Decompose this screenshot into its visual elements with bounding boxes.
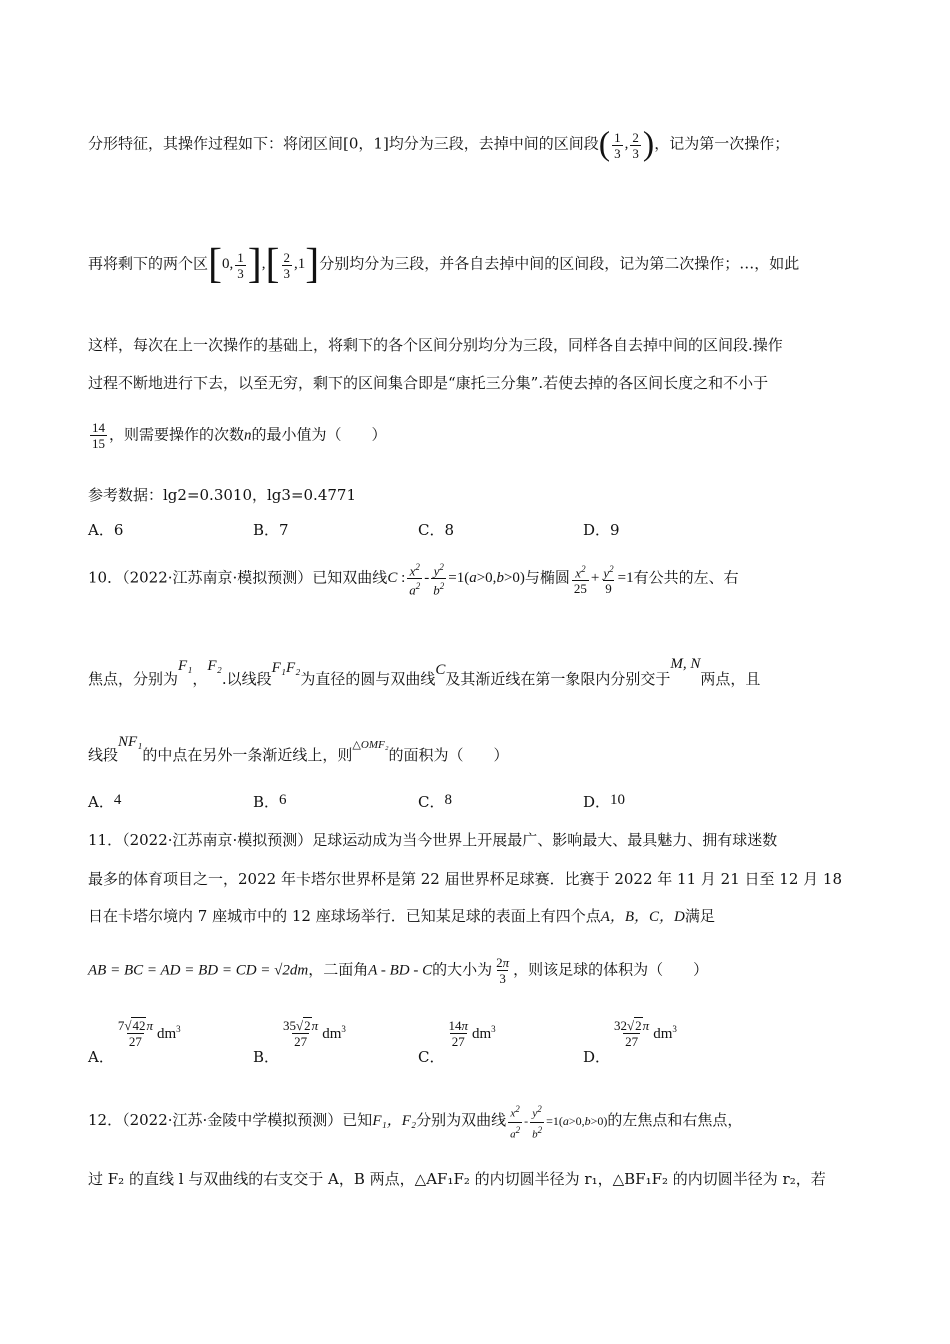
q11-option-b-label: B． (253, 1047, 280, 1066)
q11-option-a[interactable]: A． $\frac{7√42\pi}{27}$ $dm^3$ (88, 1018, 181, 1066)
q9-option-d[interactable]: D．9 (583, 521, 620, 539)
q10-label: 10．（2022·江苏南京·模拟预测）已知双曲线 (88, 568, 388, 587)
q10-option-d-label: D． (583, 793, 611, 811)
q9-ref-data: 参考数据：lg2=0.3010，lg3=0.4771 (88, 486, 356, 504)
q10-C: C (435, 662, 446, 678)
q9-intervals-2: [0, $\frac{1}{3}$ ],[ $\frac{2}{3}$ ,1] (208, 242, 320, 288)
q10-line-1 (88, 560, 739, 598)
q11-option-c-value: $\frac{14\pi}{27}$ (448, 1018, 468, 1049)
q11-option-b-value: $\frac{35√2\pi}{27}$ (283, 1018, 319, 1049)
q9-text-2: 再将剩下的两个区 (88, 254, 209, 273)
q9-option-b[interactable]: B．7 (253, 521, 289, 539)
q10-text-3c: 的面积为（ ） (388, 746, 509, 764)
q12-line-1 (88, 1102, 742, 1142)
q11-line-4 (88, 955, 708, 986)
q11-dihedral: A - BD - C (368, 962, 433, 979)
q10-option-a-value: 4 (113, 792, 122, 808)
q10-NF1: NF₁ (118, 734, 143, 750)
q10-end: 有公共的左、右 (633, 568, 739, 587)
q12-text-1-end: 的左焦点和右焦点， (607, 1110, 743, 1129)
q11-points: A，B，C，D (600, 909, 685, 925)
q10-text-2b: .以线段 (221, 670, 272, 688)
q9-text-5-end: 的最小值为（ ） (251, 425, 387, 444)
q10-option-c[interactable] (418, 791, 452, 812)
q10-triangle: △OMF₂ (352, 739, 389, 751)
q10-option-d[interactable] (583, 791, 625, 812)
q12-line-2: 过 F₂ 的直线 l 与双曲线的右支交于 A，B 两点，△AF₁F₂ 的内切圆半径为 r₁，△BF₁F₂ 的内切圆半径为 r₂，若 (88, 1170, 826, 1188)
q10-text-2d: 及其渐近线在第一象限内分别交于 (445, 670, 671, 688)
q9-text-2-end: 分别均分为三段，并各自去掉中间的区间段，记为第二次操作；…，如此 (319, 254, 800, 273)
q10-F1: F₁ (178, 658, 193, 674)
q12-foci: F₁，F₂ (372, 1112, 417, 1129)
q10-option-d-value: 10 (610, 792, 626, 808)
q11-option-d-label: D． (583, 1047, 611, 1066)
q10-option-b-label: B． (253, 793, 280, 811)
q9-text-1: 分形特征，其操作过程如下：将闭区间[0，1]均分为三段，去掉中间的区间段 (88, 134, 599, 153)
q11-text-3-end: 满足 (684, 907, 715, 925)
q10-F2: F₂ (207, 658, 222, 674)
q11-text-3: 日在卡塔尔境内 7 座城市中的 12 座球场举行．已知某足球的表面上有四个点 (88, 907, 601, 925)
q10-hyperbola: C : $\frac{x^2}{a^2}$ - $\frac{y^2}{b^2}$ =1(a>0,b>0) (387, 562, 525, 598)
q11-eq-mid2: 的大小为 (432, 960, 493, 979)
q9-text-1-end: ，记为第一次操作； (654, 134, 790, 153)
q10-text-3a: 线段 (88, 746, 119, 764)
q10-option-b-value: 6 (279, 792, 287, 808)
q11-option-c[interactable]: C． $\frac{14\pi}{27}$ $dm^3$ (418, 1018, 496, 1066)
q9-line-3: 这样，每次在上一次操作的基础上，将剩下的各个区间分别均分为三段，同样各自去掉中间的区间段.操作 (88, 336, 783, 354)
q10-option-b[interactable] (253, 791, 287, 812)
q9-var-n: n (244, 427, 252, 444)
q9-option-c[interactable]: C．8 (418, 521, 455, 539)
q11-equation: AB = BC = AD = BD = CD = √2dm (88, 962, 309, 979)
q11-eq-end: ，则该足球的体积为（ ） (513, 960, 709, 979)
q11-option-a-label: A． (88, 1047, 114, 1066)
q9-line-5 (88, 420, 387, 451)
q11-option-b[interactable]: B． $\frac{35√2\pi}{27}$ $dm^3$ (253, 1018, 346, 1066)
q11-option-d-value: $\frac{32√2\pi}{27}$ (614, 1018, 650, 1049)
q12-hyperbola: $\frac{x^2}{a^2}$ - $\frac{y^2}{b^2}$ =1(a>0,b>0) (510, 1104, 608, 1141)
q11-angle: $\frac{2\pi}{3}$ (496, 955, 510, 986)
q10-text-3b: 的中点在另外一条渐近线上，则 (142, 746, 353, 764)
q11-option-d[interactable]: D． $\frac{32√2\pi}{27}$ $dm^3$ (583, 1018, 677, 1066)
q11-line-3 (88, 905, 715, 926)
q9-line-4: 过程不断地进行下去，以至无穷，剩下的区间集合即是“康托三分集”.若使去掉的各区间长度之和不小于 (88, 374, 769, 392)
q11-option-a-value: $\frac{7√42\pi}{27}$ (117, 1018, 153, 1049)
q9-interval-1: ( $\frac{1}{3}$ , $\frac{2}{3}$ ) (598, 126, 655, 163)
q9-option-a[interactable]: A．6 (88, 521, 124, 539)
q10-ellipse: $\frac{x^2}{25}$ + $\frac{y^2}{9}$ =1 (573, 563, 634, 596)
q10-option-c-label: C． (418, 793, 445, 811)
q10-F1F2: F₁F₂ (271, 660, 301, 676)
q10-option-a-label: A． (88, 793, 114, 811)
q9-fraction: $\frac{14}{15}$ (92, 420, 105, 451)
q10-MN: M, N (670, 656, 701, 672)
q10-text-2e: 两点，且 (700, 670, 761, 688)
q10-option-c-value: 8 (444, 792, 452, 808)
q10-line-3 (88, 734, 509, 765)
q12-text-1-mid: 分别为双曲线 (416, 1110, 507, 1129)
q12-text-1: 12．（2022·江苏·金陵中学模拟预测）已知 (88, 1110, 373, 1129)
q11-eq-mid: ，二面角 (308, 960, 369, 979)
q10-option-a[interactable] (88, 791, 121, 812)
q11-line-2: 最多的体育项目之一，2022 年卡塔尔世界杯是第 22 届世界杯足球赛．比赛于 2022 年 11 月 21 日至 12 月 18 (88, 870, 843, 888)
q9-text-5: ，则需要操作的次数 (109, 425, 245, 444)
q11-option-c-label: C． (418, 1047, 445, 1066)
q11-line-1: 11．（2022·江苏南京·模拟预测）足球运动成为当今世界上开展最广、影响最大、最具魅力、拥有球迷数 (88, 831, 778, 849)
q10-text-2c: 为直径的圆与双曲线 (300, 670, 436, 688)
q10-sep: ， (192, 670, 208, 688)
q10-mid: 与椭圆 (524, 568, 570, 587)
q10-line-2 (88, 656, 761, 689)
q10-text-2a: 焦点，分别为 (88, 670, 179, 688)
q9-line-1 (88, 128, 789, 162)
q9-line-2 (88, 244, 799, 286)
